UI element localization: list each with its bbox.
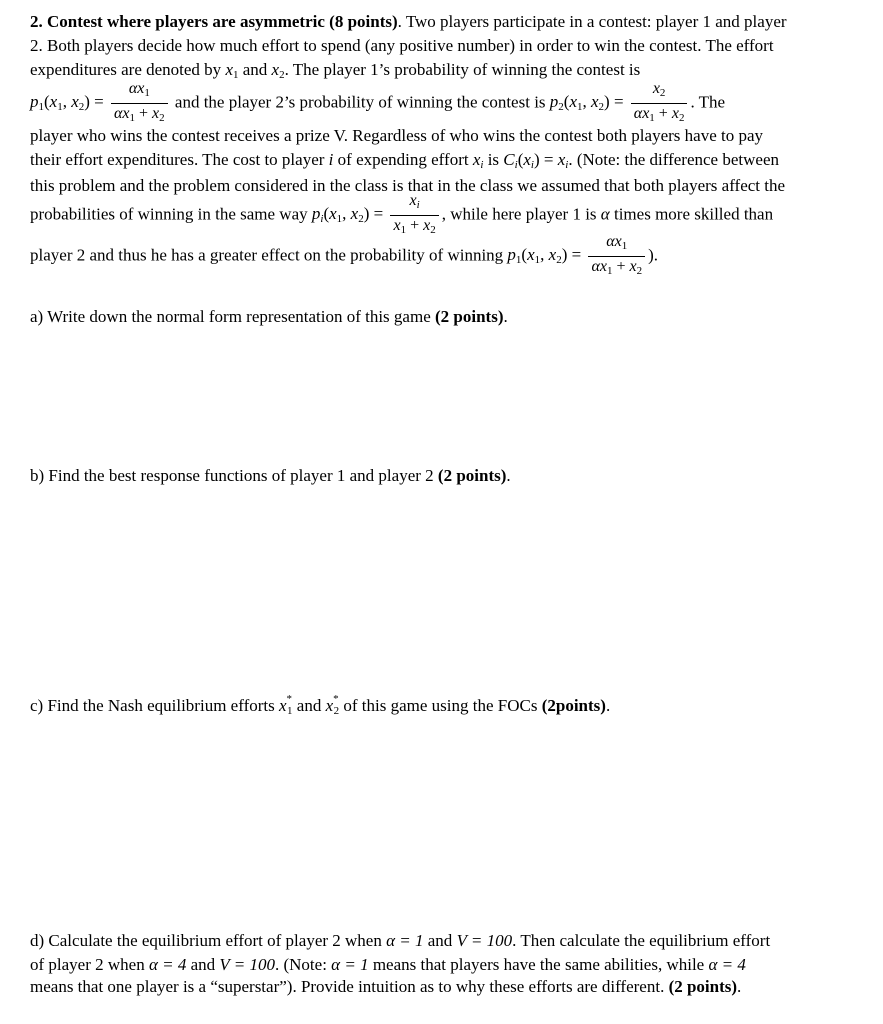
problem-heading: 2. Contest where players are asymmetric (8 points) xyxy=(30,12,398,31)
p1-fraction: $\frac{\alpha x_1}{\alpha x_1 + x_2}$ xyxy=(111,80,168,127)
part-b: b) Find the best response functions of player 1 and player 2 (2 points). xyxy=(30,466,511,485)
part-c: c) Find the Nash equilibrium efforts $x_{*1}$ and $x_{*2}$ of this game using the FOCs (2points). xyxy=(30,693,611,717)
pi-fraction: $\frac{x_i}{x_1 + x_2}$ xyxy=(390,192,438,239)
p1-formula: $p_1(x_1$, $x_2$) = xyxy=(30,92,104,114)
problem-line-1 xyxy=(30,12,787,32)
p1-fraction-repeat: $\frac{\alpha x_1}{\alpha x_1 + x_2}$ xyxy=(588,233,645,280)
problem-line-7: this problem and the problem considered in the class is that in the class we assumed that both players affect the xyxy=(30,176,786,195)
problem-text: . Two players participate in a contest: player 1 and player xyxy=(397,12,787,31)
problem-line-3: expenditures are denoted by $x_1$ and $x_2$. The player 1’s probability of winning the contest is xyxy=(30,60,641,81)
part-d-line-3: means that one player is a “superstar”). Provide intuition as to why these efforts are different. (2 points). xyxy=(30,977,742,996)
part-d-line-2: of player 2 when α = 4 and V = 100. (Note: α = 1 means that players have the same abilities, while α = 4 xyxy=(30,955,746,974)
pi-formula: $p_i(x_1$, $x_2$) = xyxy=(311,204,384,226)
problem-line-8: probabilities of winning in the same way $p_i(x_1$, $x_2$) = $\frac{x_i}{x_1 + x_2}$ , while here player 1 is α times more skilled than xyxy=(30,192,773,239)
problem-line-6: their effort expenditures. The cost to player i of expending effort $x_i$ is $C_i(x_i) = x_i$. (Note: the difference between xyxy=(30,150,779,171)
problem-line-9: player 2 and thus he has a greater effect on the probability of winning $p_1(x_1$, $x_2$) = $\frac{\alpha x_1}{\alpha x_1 + x_2}$ ). xyxy=(30,233,658,280)
p2-formula: $p_2(x_1$, $x_2$) = xyxy=(549,92,624,114)
part-d-line-1: d) Calculate the equilibrium effort of player 2 when α = 1 and V = 100. Then calculate the equilibrium effort xyxy=(30,931,771,950)
problem-line-5: player who wins the contest receives a prize V. Regardless of who wins the contest both players have to pay xyxy=(30,126,764,145)
p1-formula-repeat: $p_1(x_1$, $x_2$) = xyxy=(507,245,582,267)
problem-line-2: 2. Both players decide how much effort to spend (any positive number) in order to win the contest. The effort xyxy=(30,36,774,55)
part-a: a) Write down the normal form representation of this game (2 points). xyxy=(30,307,508,326)
problem-line-4: $p_1(x_1$, $x_2$) = $\frac{\alpha x_1}{\alpha x_1 + x_2}$ and the player 2’s probability of winning the contest is $p_2(x_1$, $x_2$) = $\frac{x_2}{\alpha x_1 + x_2}$ . The xyxy=(30,80,725,127)
p2-fraction: $\frac{x_2}{\alpha x_1 + x_2}$ xyxy=(631,80,688,127)
